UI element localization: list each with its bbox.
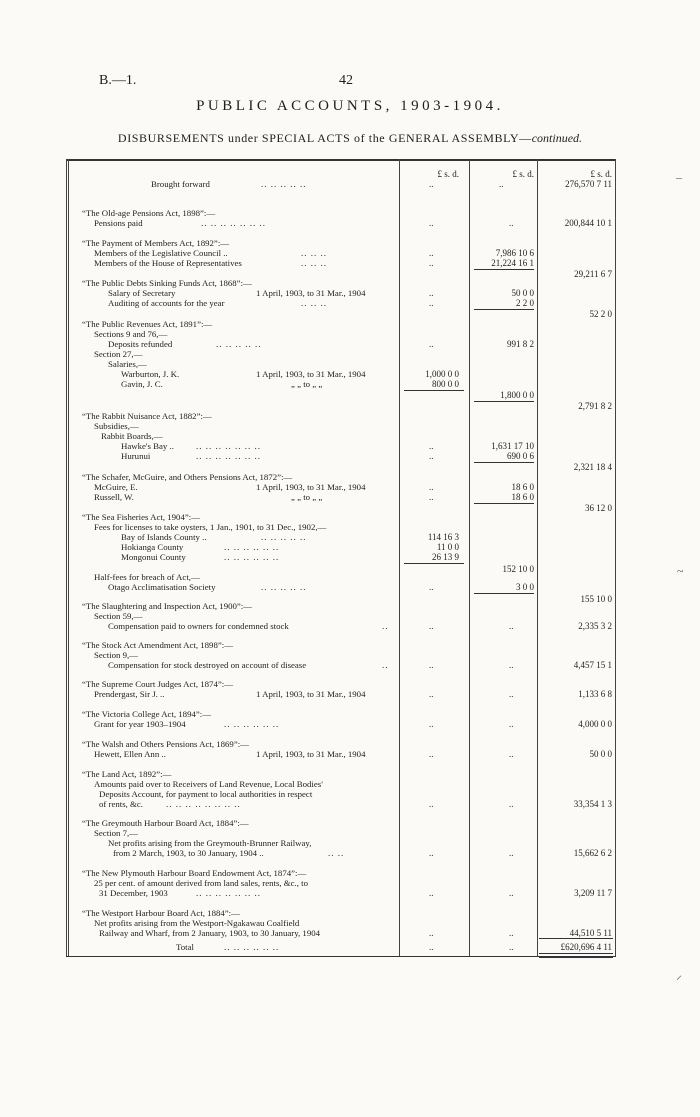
revenues-person-2: Gavin, J. C. xyxy=(121,379,163,389)
revenues-person-1: Warburton, J. K. xyxy=(121,369,180,379)
revenues-person-1-dates: 1 April, 1903, to 31 Mar., 1904 xyxy=(256,369,366,379)
sea-line-1: Bay of Islands County .. xyxy=(121,532,207,542)
subtotal-rule xyxy=(474,401,534,402)
leader-dots: .. .. .. .. .. .. .. xyxy=(196,888,261,898)
act-victoria: “The Victoria College Act, 1894”:— xyxy=(82,709,212,719)
dots-c1: .. xyxy=(429,258,434,268)
sea-line-1-amount: 114 16 3 xyxy=(427,532,459,542)
debts-line-2-amount: 2 2 0 xyxy=(516,298,534,308)
brought-forward-amount: 276,570 7 11 xyxy=(565,179,612,189)
schafer-amount: 36 12 0 xyxy=(585,503,612,513)
victoria-amount: 4,000 0 0 xyxy=(578,719,612,729)
rabbit-boards: Rabbit Boards,— xyxy=(101,431,163,441)
page-number: 42 xyxy=(339,73,353,88)
sea-half-fees: Half-fees for breach of Act,— xyxy=(94,572,200,582)
schafer-line-2-amount: 18 6 0 xyxy=(511,492,534,502)
westport-line-2: Railway and Wharf, from 2 January, 1903, to 30 January, 1904 xyxy=(99,928,321,938)
total-rule xyxy=(539,938,613,939)
act-slaughter: “The Slaughtering and Inspection Act, 1900”:— xyxy=(82,601,253,611)
act-sea: “The Sea Fisheries Act, 1904”:— xyxy=(82,512,200,522)
members-line-2-amount: 21,224 16 1 xyxy=(491,258,534,268)
members-line-1: Members of the Legislative Council .. xyxy=(94,248,228,258)
dots-c1: .. xyxy=(429,888,434,898)
dots-c1: .. xyxy=(429,451,434,461)
leader-dots: .. .. .. .. .. .. xyxy=(224,942,280,952)
page-title: PUBLIC ACCOUNTS, 1903-1904. xyxy=(196,98,504,114)
page-reference: B.—1. xyxy=(99,73,137,88)
debts-line-1-amount: 50 0 0 xyxy=(511,288,534,298)
dots-c2: .. xyxy=(509,218,514,228)
greymouth-line-2: from 2 March, 1903, to 30 January, 1904 .. xyxy=(113,848,264,858)
leader-dots: .. .. .. .. .. .. xyxy=(224,719,280,729)
subtitle-continued: continued. xyxy=(531,131,583,145)
leader-dots: .. .. .. .. .. xyxy=(261,582,307,592)
revenues-section-2: Section 27,— xyxy=(94,349,143,359)
greymouth-line-1: Net profits arising from the Greymouth-Brunner Railway, xyxy=(108,838,312,848)
greymouth-amount: 15,662 6 2 xyxy=(573,848,612,858)
revenues-salaries-amount: 1,800 0 0 xyxy=(500,390,534,400)
bottom-rule xyxy=(66,956,616,957)
schafer-line-2: Russell, W. xyxy=(94,492,134,502)
header-col1: £ s. d. xyxy=(437,169,459,179)
dots-c1: .. xyxy=(429,689,434,699)
members-line-2: Members of the House of Representatives xyxy=(94,258,242,268)
leader-dots: .. .. .. .. .. xyxy=(261,532,307,542)
revenues-deposits-amount: 991 8 2 xyxy=(507,339,534,349)
dots-c1: .. xyxy=(429,928,434,938)
rabbit-line-1-amount: 1,631 17 10 xyxy=(491,441,534,451)
act-plymouth: “The New Plymouth Harbour Board Endowment Act, 1874”:— xyxy=(82,868,307,878)
leader-dots: .. .. .. xyxy=(301,258,327,268)
debts-line-1: Salary of Secretary xyxy=(108,288,176,298)
westport-line-1: Net profits arising from the Westport-Ngakawau Coalfield xyxy=(94,918,300,928)
leader-dots: .. .. .. .. .. xyxy=(261,179,307,189)
dots-c1: .. xyxy=(429,582,434,592)
slaughter-amount: 2,335 3 2 xyxy=(578,621,612,631)
rabbit-subsidies: Subsidies,— xyxy=(94,421,139,431)
revenues-person-1-amount: 1,000 0 0 xyxy=(425,369,459,379)
dots-c2: .. xyxy=(509,621,514,631)
act-westport: “The Westport Harbour Board Act, 1884”:— xyxy=(82,908,240,918)
dots-c2: .. xyxy=(509,799,514,809)
header-col3: £ s. d. xyxy=(590,169,612,179)
supreme-line: Prendergast, Sir J. .. xyxy=(94,689,165,699)
dots-c2: .. xyxy=(509,660,514,670)
greymouth-section: Section 7,— xyxy=(94,828,138,838)
sea-fees-amount: 152 10 0 xyxy=(502,564,534,574)
walsh-line: Hewett, Ellen Ann .. xyxy=(94,749,166,759)
leader-dots: .. .. .. .. .. .. .. xyxy=(196,451,261,461)
total-label: Total xyxy=(176,942,194,952)
right-border xyxy=(615,159,616,956)
act-oldage: “The Old-age Pensions Act, 1898”:— xyxy=(82,208,216,218)
dots-c2: .. xyxy=(509,942,514,952)
rabbit-amount: 2,321 18 4 xyxy=(573,462,612,472)
margin-arrow-mark: ⸝ xyxy=(676,968,683,982)
stock-section: Section 9,— xyxy=(94,650,138,660)
subtotal-rule xyxy=(404,563,464,564)
dots-c2: .. xyxy=(509,749,514,759)
supreme-dates: 1 April, 1903, to 31 Mar., 1904 xyxy=(256,689,366,699)
left-border xyxy=(66,159,67,956)
act-members: “The Payment of Members Act, 1892”:— xyxy=(82,238,230,248)
leader-dots: .. .. .. xyxy=(301,298,327,308)
total-double-rule xyxy=(539,953,613,958)
schafer-line-2-dates: „ „ to „ „ xyxy=(291,492,323,502)
rabbit-line-2-amount: 690 0 6 xyxy=(507,451,534,461)
page-subtitle xyxy=(0,131,700,146)
subtitle-main: DISBURSEMENTS under SPECIAL ACTS of the GENERAL ASSEMBLY— xyxy=(117,131,532,145)
rabbit-line-2: Hurunui xyxy=(121,451,151,461)
top-rule xyxy=(66,159,616,161)
dots-c1: .. xyxy=(429,441,434,451)
act-land: “The Land Act, 1892”:— xyxy=(82,769,172,779)
revenues-deposits: Deposits refunded xyxy=(108,339,173,349)
debts-line-2: Auditing of accounts for the year xyxy=(108,298,225,308)
sea-line-2-amount: 11 0 0 xyxy=(436,542,459,552)
schafer-line-1: McGuire, E. xyxy=(94,482,138,492)
act-supreme: “The Supreme Court Judges Act, 1874”:— xyxy=(82,679,233,689)
leader-dots: .. .. .. .. .. .. xyxy=(224,552,280,562)
leader-dots: .. xyxy=(382,660,389,670)
members-amount: 29,211 6 7 xyxy=(574,269,612,279)
dots-c1: .. xyxy=(429,298,434,308)
leader-dots: .. .. .. xyxy=(301,248,327,258)
oldage-amount: 200,844 10 1 xyxy=(564,218,612,228)
margin-tilde-mark: ~ xyxy=(677,564,684,578)
header-col2: £ s. d. xyxy=(512,169,534,179)
leader-dots: .. .. .. .. .. .. .. xyxy=(196,441,261,451)
slaughter-section: Section 59,— xyxy=(94,611,143,621)
subtotal-rule xyxy=(474,503,534,504)
dots-c1: .. xyxy=(429,621,434,631)
dots-c1: .. xyxy=(429,848,434,858)
sea-line-2: Hokianga County xyxy=(121,542,184,552)
revenues-salaries: Salaries,— xyxy=(108,359,147,369)
stock-amount: 4,457 15 1 xyxy=(573,660,612,670)
schafer-line-1-dates: 1 April, 1903, to 31 Mar., 1904 xyxy=(256,482,366,492)
subtotal-rule xyxy=(474,309,534,310)
dots-c1: .. xyxy=(429,288,434,298)
oldage-line: Pensions paid xyxy=(94,218,143,228)
leader-dots: .. .. .. .. .. .. xyxy=(224,542,280,552)
act-debts: “The Public Debts Sinking Funds Act, 1868”:— xyxy=(82,278,252,288)
revenues-person-2-amount: 800 0 0 xyxy=(432,379,459,389)
slaughter-line: Compensation paid to owners for condemned stock xyxy=(108,621,289,631)
dots-c2: .. xyxy=(509,848,514,858)
col-divider-3 xyxy=(537,159,538,956)
dots-c1: .. xyxy=(429,179,434,189)
dots-c2: .. xyxy=(499,179,504,189)
sea-fees: Fees for licenses to take oysters, 1 Jan., 1901, to 31 Dec., 1902,— xyxy=(94,522,327,532)
debts-amount: 52 2 0 xyxy=(589,309,612,319)
leader-dots: .. .. .. .. .. .. .. .. xyxy=(166,799,241,809)
dots-c1: .. xyxy=(429,339,434,349)
westport-amount: 44,510 5 11 xyxy=(569,928,612,938)
act-greymouth: “The Greymouth Harbour Board Act, 1884”:— xyxy=(82,818,249,828)
leader-dots: .. .. .. .. .. .. .. xyxy=(201,218,266,228)
sea-line-3-amount: 26 13 9 xyxy=(432,552,459,562)
debts-line-1-dates: 1 April, 1903, to 31 Mar., 1904 xyxy=(256,288,366,298)
act-walsh: “The Walsh and Others Pensions Act, 1869”:— xyxy=(82,739,249,749)
land-amount: 33,354 1 3 xyxy=(573,799,612,809)
dots-c1: .. xyxy=(429,719,434,729)
plymouth-amount: 3,209 11 7 xyxy=(574,888,612,898)
subtotal-rule xyxy=(474,462,534,463)
dots-c2: .. xyxy=(509,689,514,699)
subtotal-rule xyxy=(474,593,534,594)
sea-otago-amount: 3 0 0 xyxy=(516,582,534,592)
subtotal-rule xyxy=(474,269,534,270)
subtotal-rule xyxy=(404,390,464,391)
dots-c1: .. xyxy=(429,218,434,228)
dots-c2: .. xyxy=(509,928,514,938)
dots-c1: .. xyxy=(429,482,434,492)
act-stock: “The Stock Act Amendment Act, 1898”:— xyxy=(82,640,233,650)
act-schafer: “The Schafer, McGuire, and Others Pensions Act, 1872”:— xyxy=(82,472,293,482)
members-line-1-amount: 7,986 10 6 xyxy=(495,248,534,258)
sea-line-3: Mongonui County xyxy=(121,552,186,562)
revenues-section-1: Sections 9 and 76,— xyxy=(94,329,168,339)
plymouth-line-1: 25 per cent. of amount derived from land sales, rents, &c., to xyxy=(94,878,308,888)
dots-c1: .. xyxy=(429,799,434,809)
leader-dots: .. .. .. .. .. xyxy=(216,339,262,349)
dots-c1: .. xyxy=(429,492,434,502)
walsh-dates: 1 April, 1903, to 31 Mar., 1904 xyxy=(256,749,366,759)
revenues-amount: 2,791 8 2 xyxy=(578,401,612,411)
plymouth-line-2: 31 December, 1903 xyxy=(99,888,168,898)
dots-c1: .. xyxy=(429,942,434,952)
schafer-line-1-amount: 18 6 0 xyxy=(511,482,534,492)
total-amount: £620,696 4 11 xyxy=(560,942,612,952)
sea-otago: Otago Acclimatisation Society xyxy=(108,582,216,592)
victoria-line: Grant for year 1903–1904 xyxy=(94,719,186,729)
land-line-1: Amounts paid over to Receivers of Land Revenue, Local Bodies' xyxy=(94,779,323,789)
land-line-3: of rents, &c. xyxy=(99,799,143,809)
walsh-amount: 50 0 0 xyxy=(589,749,612,759)
dots-c2: .. xyxy=(509,888,514,898)
leader-dots: .. .. xyxy=(328,848,345,858)
stock-line: Compensation for stock destroyed on account of disease xyxy=(108,660,307,670)
act-revenues: “The Public Revenues Act, 1891”:— xyxy=(82,319,213,329)
disbursements-table xyxy=(66,159,616,956)
land-line-2: Deposits Account, for payment to local authorities in respect xyxy=(99,789,313,799)
revenues-person-2-dates: „ „ to „ „ xyxy=(291,379,323,389)
dots-c1: .. xyxy=(429,660,434,670)
leader-dots: .. xyxy=(382,621,389,631)
act-rabbit: “The Rabbit Nuisance Act, 1882”:— xyxy=(82,411,212,421)
sea-amount: 155 10 0 xyxy=(580,594,612,604)
supreme-amount: 1,133 6 8 xyxy=(578,689,612,699)
dots-c1: .. xyxy=(429,248,434,258)
dots-c1: .. xyxy=(429,749,434,759)
margin-dash-mark: ‒ xyxy=(676,170,682,184)
col-divider-2 xyxy=(469,159,470,956)
dots-c2: .. xyxy=(509,719,514,729)
brought-forward-label: Brought forward xyxy=(151,179,210,189)
rabbit-line-1: Hawke's Bay .. xyxy=(121,441,174,451)
